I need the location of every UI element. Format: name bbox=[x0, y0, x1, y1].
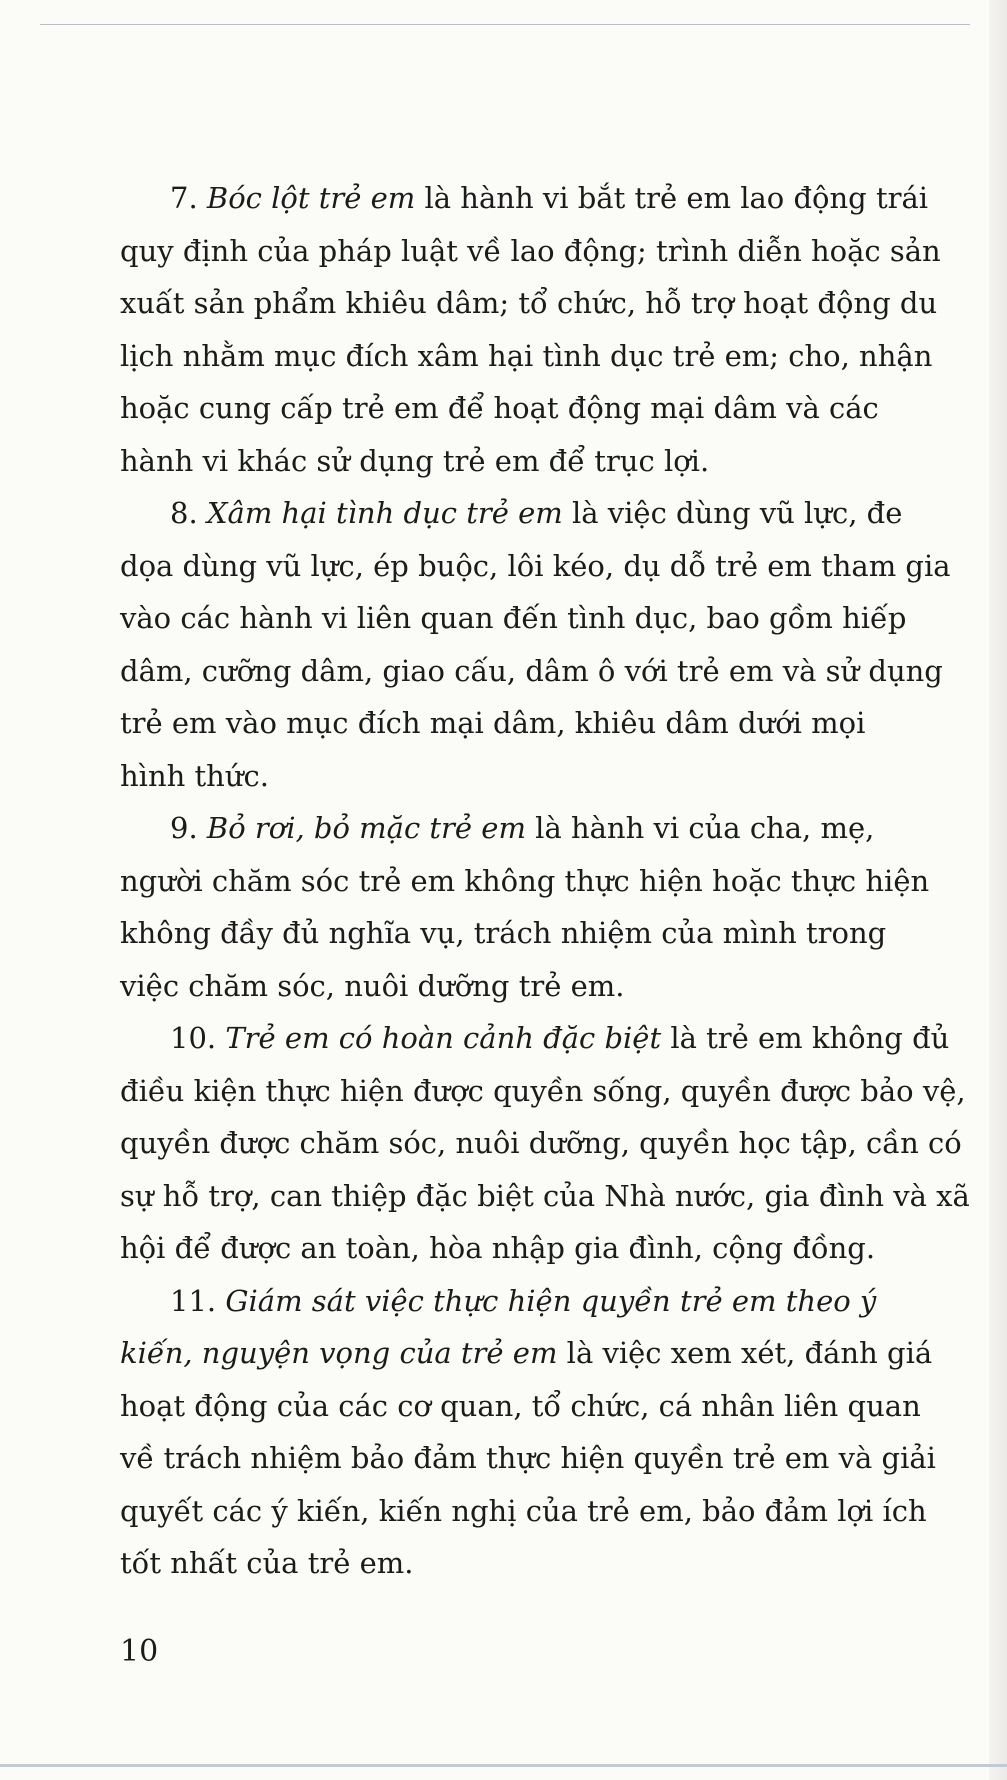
line-text: hoặc cung cấp trẻ em để hoạt động mại dâm và các bbox=[120, 391, 879, 425]
line-text: người chăm sóc trẻ em không thực hiện hoặc thực hiện bbox=[120, 863, 930, 898]
text-line bbox=[120, 645, 1002, 698]
text-line bbox=[120, 1432, 1002, 1485]
bottom-rule bbox=[0, 1764, 1007, 1767]
text-line bbox=[120, 1537, 1002, 1590]
defined-term: Bóc lột trẻ em bbox=[206, 181, 416, 215]
line-text: hành vi khác sử dụng trẻ em để trục lợi. bbox=[120, 443, 710, 478]
text-line bbox=[120, 1170, 1002, 1223]
line-text: quyền được chăm sóc, nuôi dưỡng, quyền học tập, cần có bbox=[120, 1126, 962, 1160]
line-text: 7. bbox=[170, 181, 207, 215]
line-text: là việc xem xét, đánh giá bbox=[557, 1336, 933, 1370]
line-text: dọa dùng vũ lực, ép buộc, lôi kéo, dụ dỗ trẻ em tham gia bbox=[120, 548, 951, 583]
text-line bbox=[120, 960, 1002, 1013]
line-text: tốt nhất của trẻ em. bbox=[120, 1546, 414, 1580]
line-text: là hành vi của cha, mẹ, bbox=[525, 811, 875, 845]
line-text: 8. bbox=[170, 496, 207, 530]
defined-term: kiến, nguyện vọng của trẻ em bbox=[120, 1336, 558, 1370]
text-line bbox=[120, 1065, 1002, 1118]
text-line bbox=[120, 225, 1002, 278]
text-line bbox=[120, 855, 1002, 908]
line-text: là hành vi bắt trẻ em lao động trái bbox=[415, 181, 929, 215]
line-text: việc chăm sóc, nuôi dưỡng trẻ em. bbox=[120, 968, 625, 1003]
text-line bbox=[120, 750, 1002, 803]
text-line bbox=[120, 1117, 1002, 1170]
line-text: 10. bbox=[170, 1021, 226, 1055]
line-text: lịch nhằm mục đích xâm hại tình dục trẻ em; cho, nhận bbox=[120, 338, 933, 373]
text-line bbox=[120, 172, 1002, 225]
text-line bbox=[120, 435, 1002, 488]
line-text: trẻ em vào mục đích mại dâm, khiêu dâm dưới mọi bbox=[120, 706, 866, 740]
line-text: dâm, cưỡng dâm, giao cấu, dâm ô với trẻ em và sử dụng bbox=[120, 653, 943, 688]
line-text: hoạt động của các cơ quan, tổ chức, cá nhân liên quan bbox=[120, 1388, 921, 1423]
text-line bbox=[120, 802, 1002, 855]
line-text: là việc dùng vũ lực, đe bbox=[562, 496, 903, 530]
line-text: sự hỗ trợ, can thiệp đặc biệt của Nhà nước, gia đình và xã bbox=[120, 1178, 970, 1213]
text-line bbox=[120, 487, 1002, 540]
defined-term: Giám sát việc thực hiện quyền trẻ em theo ý bbox=[225, 1283, 877, 1318]
text-line bbox=[120, 1275, 1002, 1328]
line-text: 9. bbox=[170, 811, 207, 845]
paragraph-5 bbox=[120, 1275, 1002, 1590]
line-text: 11. bbox=[170, 1283, 226, 1318]
defined-term: Bỏ rơi, bỏ mặc trẻ em bbox=[206, 811, 526, 845]
text-line bbox=[120, 1222, 1002, 1275]
text-line bbox=[120, 1485, 1002, 1538]
paragraph-1 bbox=[120, 172, 1002, 487]
text-line bbox=[120, 907, 1002, 960]
text-line bbox=[120, 592, 1002, 645]
paragraph-2 bbox=[120, 487, 1002, 802]
text-line bbox=[120, 330, 1002, 383]
body-text bbox=[120, 172, 1002, 1590]
line-text: về trách nhiệm bảo đảm thực hiện quyền trẻ em và giải bbox=[120, 1441, 936, 1475]
text-line bbox=[120, 1380, 1002, 1433]
line-text: quy định của pháp luật về lao động; trình diễn hoặc sản bbox=[120, 233, 941, 268]
line-text: hình thức. bbox=[120, 758, 269, 793]
defined-term: Xâm hại tình dục trẻ em bbox=[206, 496, 563, 530]
line-text: vào các hành vi liên quan đến tình dục, bao gồm hiếp bbox=[120, 601, 907, 635]
text-line bbox=[120, 277, 1002, 330]
page-number: 10 bbox=[120, 1634, 159, 1669]
text-line bbox=[120, 1327, 1002, 1380]
text-line bbox=[120, 697, 1002, 750]
top-rule bbox=[40, 12, 970, 25]
line-text: không đầy đủ nghĩa vụ, trách nhiệm của mình trong bbox=[120, 916, 887, 950]
text-line bbox=[120, 1012, 1002, 1065]
line-text: quyết các ý kiến, kiến nghị của trẻ em, bảo đảm lợi ích bbox=[120, 1493, 927, 1528]
text-line bbox=[120, 382, 1002, 435]
line-text: xuất sản phẩm khiêu dâm; tổ chức, hỗ trợ hoạt động du bbox=[120, 286, 938, 320]
paragraph-3 bbox=[120, 802, 1002, 1012]
line-text: hội để được an toàn, hòa nhập gia đình, cộng đồng. bbox=[120, 1231, 876, 1265]
line-text: điều kiện thực hiện được quyền sống, quyền được bảo vệ, bbox=[120, 1073, 966, 1108]
text-line bbox=[120, 540, 1002, 593]
line-text: là trẻ em không đủ bbox=[661, 1021, 950, 1055]
defined-term: Trẻ em có hoàn cảnh đặc biệt bbox=[225, 1021, 662, 1055]
paragraph-4 bbox=[120, 1012, 1002, 1275]
